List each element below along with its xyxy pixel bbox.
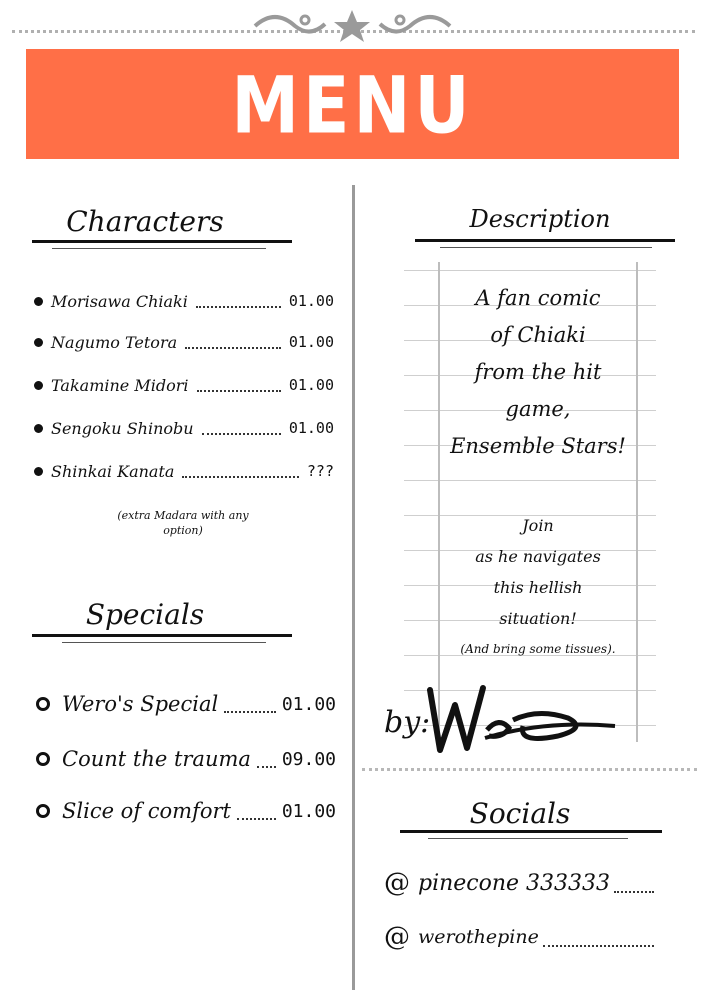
ring-bullet-icon [36,752,50,766]
socials-heading: Socials [469,797,571,830]
special-price: 01.00 [281,693,336,715]
special-price: 01.00 [281,800,336,822]
description-rule-thin [440,247,652,248]
specials-heading: Specials [85,598,205,631]
social-handle: werothepine [418,926,539,948]
characters-rule-thin [52,248,266,249]
item-price: 01.00 [288,376,334,394]
at-sign-icon: @ [384,868,410,898]
bullet-icon [34,338,43,347]
byline-label: by: [384,705,431,740]
description-body [436,280,640,465]
item-name: Takamine Midori [51,375,189,395]
flourish-ornament-icon [245,6,460,46]
description-rule [415,239,675,242]
ring-bullet-icon [36,804,50,818]
invite-line: situation! [499,609,577,628]
dot-leader [197,378,281,392]
description-line: from the hit [474,360,602,384]
special-price: 09.00 [281,748,336,770]
special-item [36,688,336,720]
characters-heading: Characters [66,205,224,238]
item-price: ??? [306,462,334,480]
item-name: Shinkai Kanata [51,461,175,481]
item-name: Sengoku Shinobu [51,418,194,438]
special-name: Wero's Special [62,692,219,716]
special-name: Slice of comfort [62,799,231,823]
dot-leader [237,802,276,820]
specials-rule-thin [62,642,266,643]
menu-banner [26,49,679,159]
invite-line: Join [522,516,554,535]
description-invite [436,510,640,665]
invite-line: as he navigates [475,547,601,566]
dot-leader [224,695,276,713]
menu-item [34,329,334,355]
menu-item [34,458,334,484]
column-divider [352,185,355,990]
description-line: of Chiaki [490,323,586,347]
bullet-icon [34,467,43,476]
socials-rule [400,830,662,833]
social-link[interactable] [384,866,654,900]
social-handle: pinecone 333333 [418,870,611,896]
item-name: Nagumo Tetora [51,332,178,352]
special-item [36,743,336,775]
bullet-icon [34,381,43,390]
dot-leader [543,927,654,947]
dot-leader [202,421,281,435]
special-item [36,795,336,827]
menu-item [34,372,334,398]
dot-leader [614,873,654,893]
social-link[interactable] [384,920,654,954]
item-price: 01.00 [288,333,334,351]
menu-item [34,415,334,441]
dot-leader [182,464,298,478]
special-name: Count the trauma [62,747,251,771]
signature [425,680,625,760]
invite-line: this hellish [493,578,583,597]
specials-rule [32,634,292,637]
at-sign-icon: @ [384,922,410,952]
item-price: 01.00 [288,419,334,437]
socials-dotted-divider [362,768,697,771]
item-name: Morisawa Chiaki [51,291,188,311]
bullet-icon [34,424,43,433]
description-line: A fan comic [475,286,601,310]
dot-leader [196,294,281,308]
description-line: game, [505,397,571,421]
dot-leader [185,335,281,349]
extra-note: (extra Madara with any option) [117,509,249,537]
description-heading: Description [469,205,611,233]
description-line: Ensemble Stars! [450,434,626,458]
characters-rule [32,240,292,243]
item-price: 01.00 [288,292,334,310]
dot-leader [257,750,276,768]
invite-line: (And bring some tissues). [460,642,616,656]
ring-bullet-icon [36,697,50,711]
menu-item [34,288,334,314]
socials-rule-thin [428,838,628,839]
menu-title: MENU [231,61,474,152]
bullet-icon [34,297,43,306]
